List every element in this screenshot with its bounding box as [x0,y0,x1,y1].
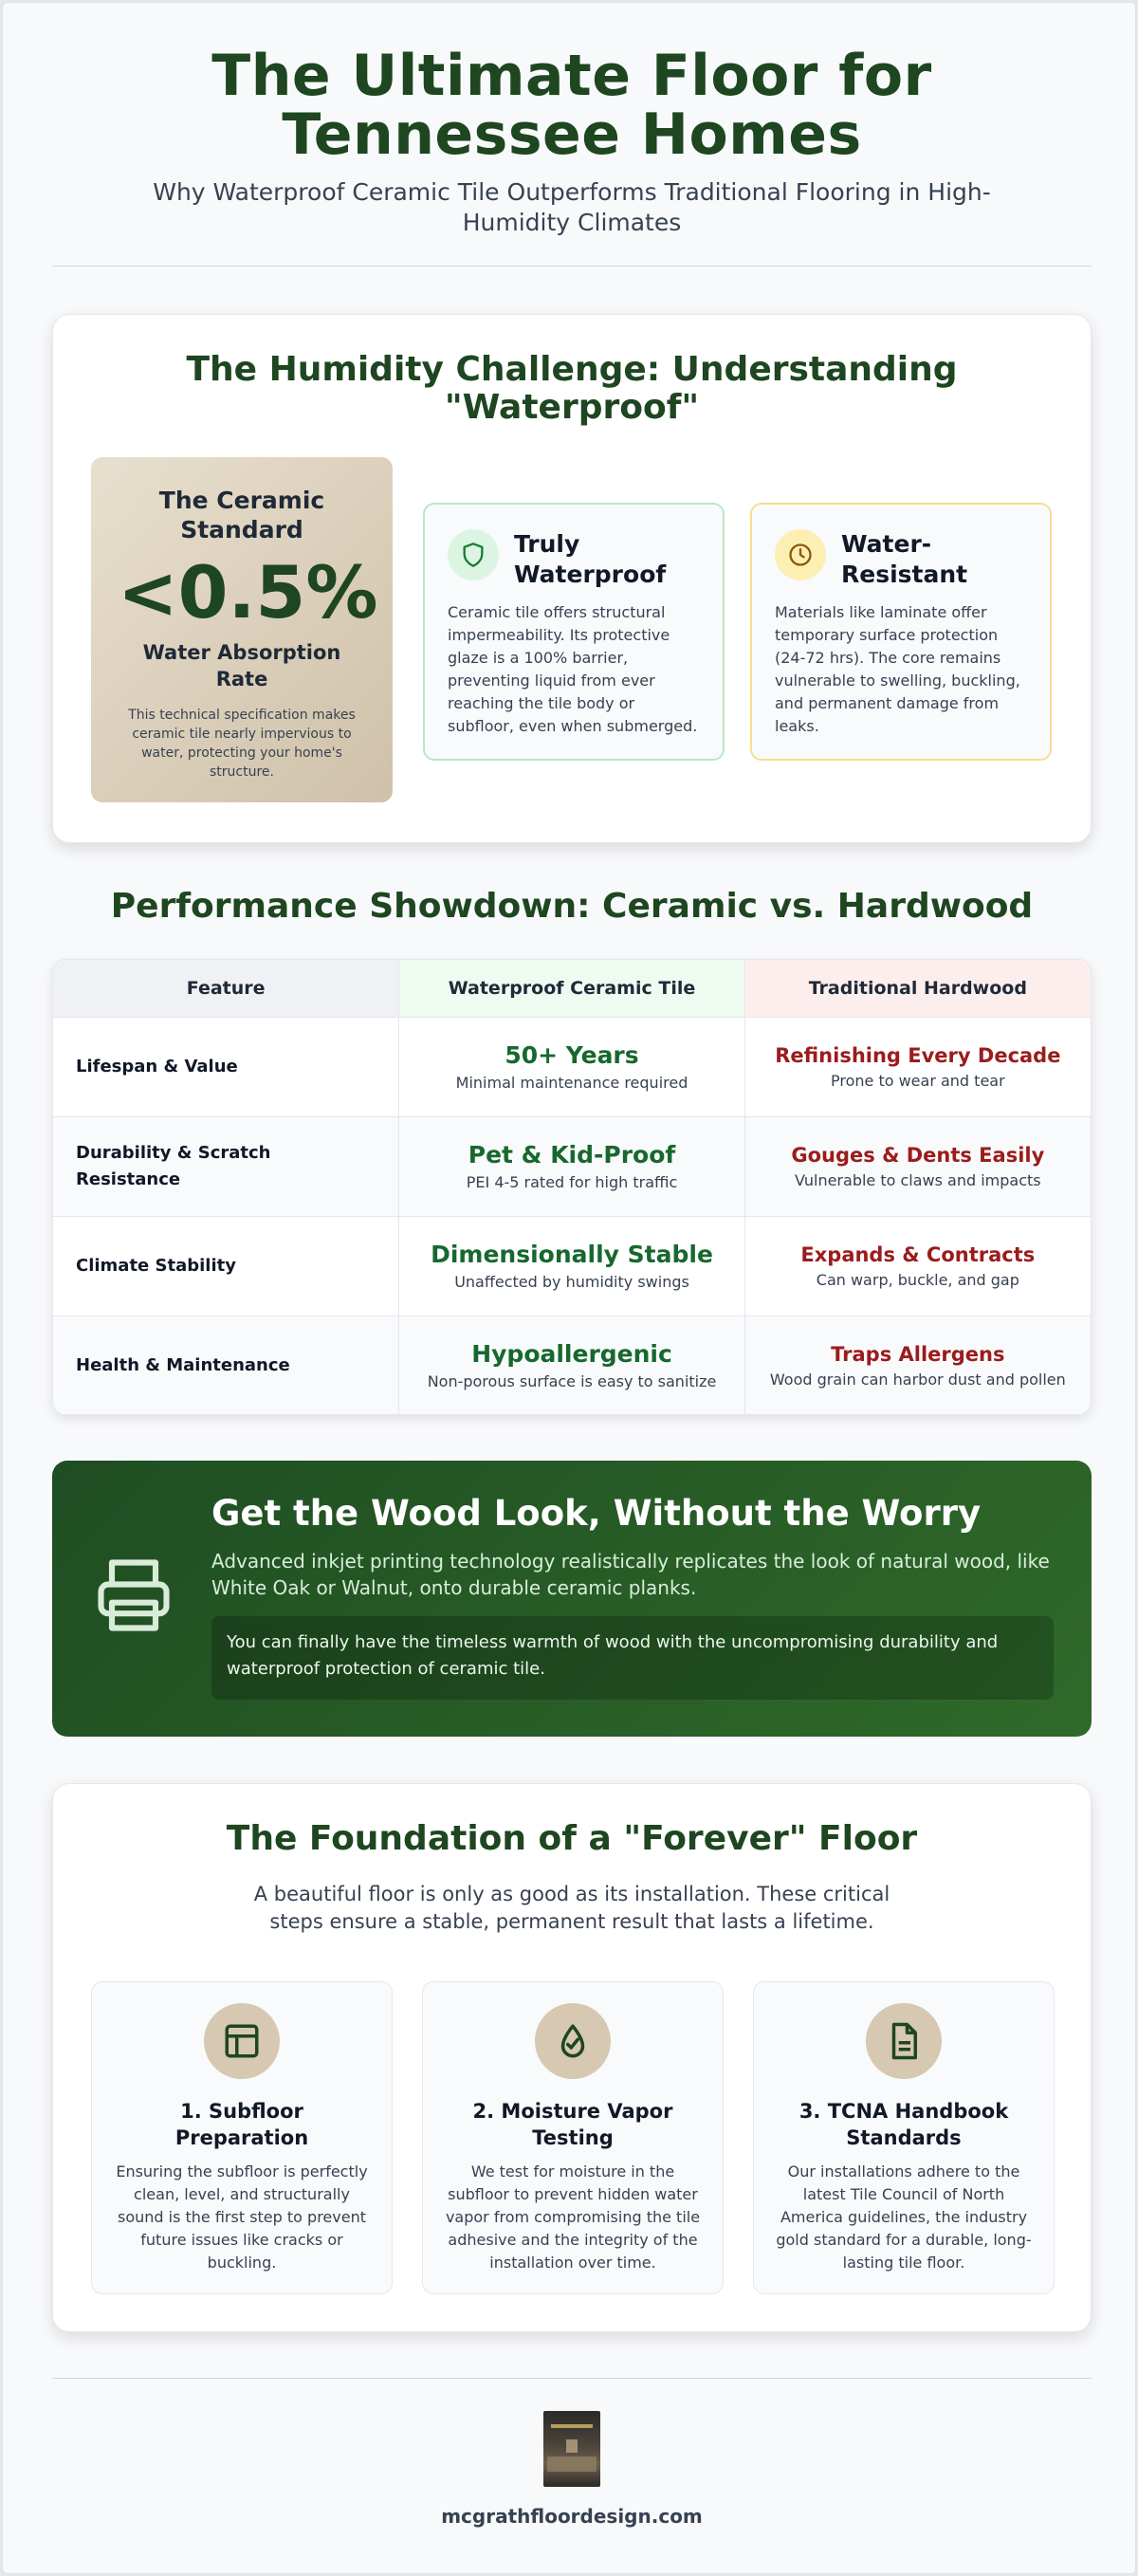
row-feature: Lifespan & Value [76,1057,238,1076]
ceramic-value: Pet & Kid-Proof [468,1141,676,1168]
page-subtitle: Why Waterproof Ceramic Tile Outperforms Traditional Flooring in High-Humidity Climates [153,178,991,236]
hardwood-note: Vulnerable to claws and impacts [795,1171,1041,1189]
foundation-title: The Foundation of a "Forever" Floor [226,1819,918,1858]
step-card-moisture [422,1981,724,2294]
step-title: 3. TCNA Handbook Standards [798,2100,1009,2149]
ceramic-value: Dimensionally Stable [431,1241,713,1268]
step-card-tcna [753,1981,1055,2294]
col-header-hardwood: Traditional Hardwood [745,960,1091,1017]
waterproof-text: Ceramic tile offers structural impermeability. Its protective glaze is a 100% barrier, preventing liquid from ever reaching the tile body or subfloor, even when submerged. [448,603,698,735]
wood-look-banner [52,1461,1092,1737]
resistant-text: Materials like laminate offer temporary surface protection (24-72 hrs). The core remains vulnerable to swelling, buckling, and permanent damage from leaks. [775,603,1020,735]
step-card-subfloor [91,1981,393,2294]
stat-kicker: The Ceramic Standard [158,487,325,543]
table-row [53,1316,1091,1415]
row-feature-line1: Durability & Scratch [76,1143,271,1163]
table-row [53,1216,1091,1316]
table-header-row [53,960,1091,1017]
humidity-title-line2: "Waterproof" [444,388,700,427]
humidity-section [52,314,1092,843]
ceramic-note: Non-porous surface is easy to sanitize [427,1372,717,1390]
water-resistant-card [750,503,1052,761]
shield-icon [448,529,499,580]
moisture-check-icon [535,2003,611,2079]
wood-look-title: Get the Wood Look, Without the Worry [211,1493,982,1534]
ceramic-standard-stat [91,457,393,802]
wood-look-text: Advanced inkjet printing technology realistically replicates the look of natural wood, like White Oak or Walnut, onto durable ceramic planks. [211,1550,1050,1599]
hardwood-value: Expands & Contracts [800,1243,1036,1266]
infographic-page [2,2,1136,2574]
row-feature-line2: Resistance [76,1169,181,1189]
foundation-intro: A beautiful floor is only as good as its installation. These critical steps ensure a stable, permanent result that lasts a lifetime. [253,1883,890,1933]
step-text: Ensuring the subfloor is perfectly clean, level, and structurally sound is the first step to prevent future issues like cracks or buckling. [116,2162,368,2272]
wood-look-quote: You can finally have the timeless warmth of wood with the uncompromising durability and waterproof protection of ceramic tile. [211,1616,1054,1700]
col-header-ceramic: Waterproof Ceramic Tile [399,960,744,1017]
clock-icon [775,529,826,580]
resistant-title: Water-Resistant [841,530,968,588]
comparison-table [52,959,1092,1415]
page-title-line2: Tennessee Homes [282,101,862,168]
document-icon [866,2003,942,2079]
step-title: 1. Subfloor Preparation [174,2100,309,2149]
footer-divider [52,2378,1092,2379]
website-url[interactable]: mcgrathfloordesign.com [441,2505,703,2528]
step-text: Our installations adhere to the latest Tile Council of North America guidelines, the industry gold standard for a durable, long-lasting tile floor. [776,2162,1032,2272]
col-header-feature: Feature [53,960,399,1017]
step-title: 2. Moisture Vapor Testing [472,2100,673,2149]
stat-description: This technical specification makes ceramic tile nearly impervious to water, protecting your home's structure. [128,708,356,780]
layout-icon [204,2003,280,2079]
hardwood-note: Prone to wear and tear [830,1072,1005,1090]
truly-waterproof-card [423,503,725,761]
header-divider [52,266,1092,267]
humidity-title-line1: The Humidity Challenge: Understanding [186,350,958,389]
ceramic-note: Minimal maintenance required [455,1074,688,1092]
ceramic-value: 50+ Years [505,1041,639,1069]
showroom-photo [543,2411,600,2487]
ceramic-value: Hypoallergenic [471,1340,672,1368]
table-row [53,1116,1091,1216]
row-feature: Health & Maintenance [76,1355,290,1375]
table-row [53,1017,1091,1116]
hardwood-value: Traps Allergens [831,1343,1005,1366]
stat-label: Water Absorption Rate [142,641,341,690]
waterproof-title: Truly Waterproof [514,530,667,588]
row-feature [76,1140,398,1193]
ceramic-note: Unaffected by humidity swings [454,1273,689,1291]
step-text: We test for moisture in the subfloor to prevent hidden water vapor from compromising the tile adhesive and the integrity of the installation over time. [445,2162,701,2272]
hardwood-note: Can warp, buckle, and gap [816,1271,1019,1289]
hardwood-value: Refinishing Every Decade [775,1044,1061,1067]
row-feature: Climate Stability [76,1256,236,1276]
page-title-line1: The Ultimate Floor for [211,43,932,109]
hero-header [52,43,1092,238]
ceramic-note: PEI 4-5 rated for high traffic [466,1173,678,1191]
showdown-title: Performance Showdown: Ceramic vs. Hardwood [110,887,1034,926]
stat-value: <0.5% [118,550,378,635]
humidity-title [53,351,1091,427]
foundation-section [52,1783,1092,2332]
hardwood-value: Gouges & Dents Easily [791,1144,1045,1167]
printer-icon [90,1552,177,1643]
hardwood-note: Wood grain can harbor dust and pollen [769,1371,1066,1389]
page-title [52,43,1092,168]
